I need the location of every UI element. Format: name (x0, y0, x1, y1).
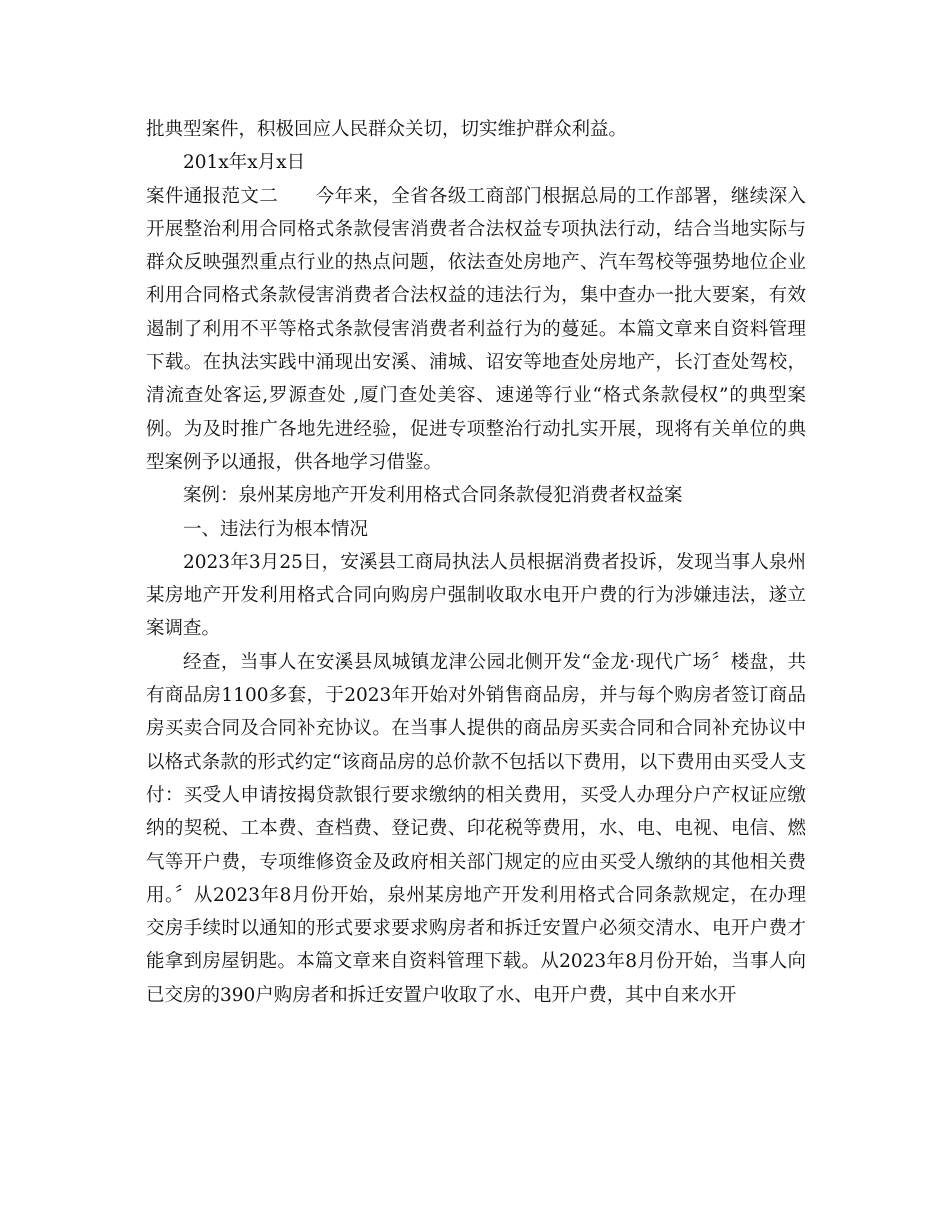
paragraph-investigation: 经查，当事人在安溪县凤城镇龙津公园北侧开发“金龙·现代广场〞楼盘，共有商品房1100多套，于2023年开始对外销售商品房，并与每个购房者签订商品房买卖合同及合同补充协议。在当事人提供的商品房买卖合同和合同补充协议中以格式条款的形式约定“该商品房的总价款不包括以下费用，以下费用由买受人支付：买受人申请按揭贷款银行要求缴纳的相关费用，买受人办理分户产权证应缴纳的契税、工本费、查档费、登记费、印花税等费用，水、电、电视、电信、燃气等开户费，专项维修资金及政府相关部门规定的应由买受人缴纳的其他相关费用。〞从2023年8月份开始，泉州某房地产开发利用格式合同条款规定，在办理交房手续时以通知的形式要求要求购房者和拆迁安置户必须交清水、电开户费才能拿到房屋钥匙。本篇文章来自资料管理下载。从2023年8月份开始，当事人向已交房的390户购房者和拆迁安置户收取了水、电开户费，其中自来水开 (146, 651, 806, 1006)
paragraph-case-filing: 2023年3月25日，安溪县工商局执法人员根据消费者投诉，发现当事人泉州某房地产开发利用格式合同向购房户强制收取水电开户费的行为涉嫌违法，遂立案调查。 (146, 551, 806, 640)
paragraph-report-intro: 案件通报范文二 今年来，全省各级工商部门根据总局的工作部署，继续深入开展整治利用合同格式条款侵害消费者合法权益专项执法行动，结合当地实际与群众反映强烈重点行业的热点问题，依法查处房地产、汽车驾校等强势地位企业利用合同格式条款侵害消费者合法权益的违法行为，集中查办一批大要案，有效遏制了利用不平等格式条款侵害消费者利益行为的蔓延。本篇文章来自资料管理下载。在执法实践中涌现出安溪、浦城、诏安等地查处房地产，长汀查处驾校，清流查处客运,罗源查处 ,厦门查处美容、速递等行业“格式条款侵权”的典型案例。为及时推广各地先进经验，促进专项整治行动扎实开展，现将有关单位的典型案例予以通报，供各地学习借鉴。 (146, 185, 806, 473)
document-body (146, 113, 806, 1012)
paragraph-case-title: 案例：泉州某房地产开发利用格式合同条款侵犯消费者权益案 (183, 485, 683, 507)
section-heading-basic-facts: 一、违法行为根本情况 (183, 518, 369, 540)
paragraph-case-closing: 批典型案件，积极回应人民群众关切，切实维护群众利益。 (146, 119, 628, 140)
paragraph-date: 201x年x月x日 (183, 152, 306, 174)
